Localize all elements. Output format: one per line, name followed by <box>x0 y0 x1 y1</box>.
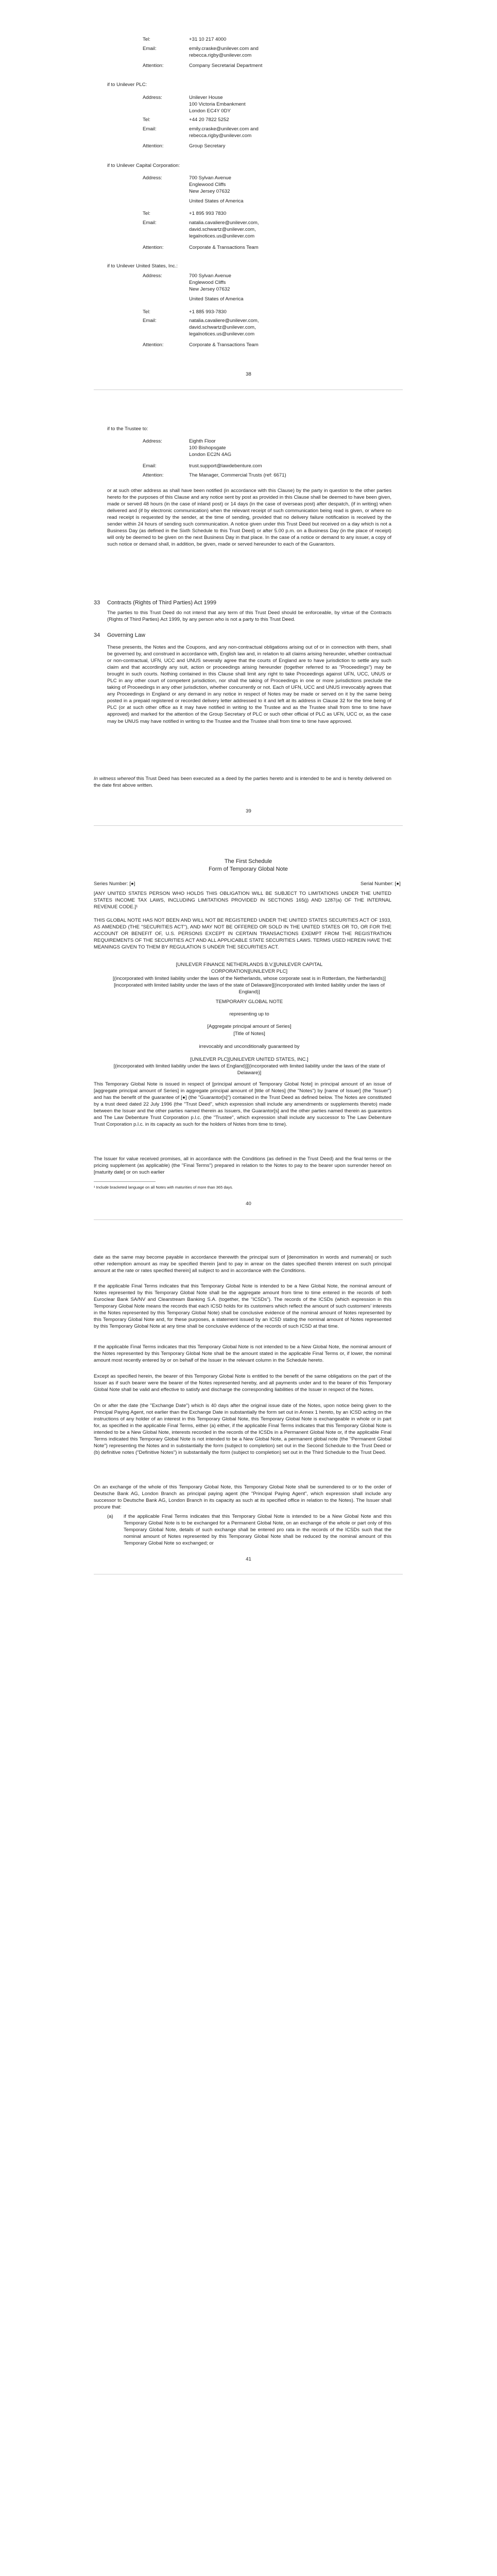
email-value: legalnotices.us@unilever.com <box>189 233 255 240</box>
series-number: Series Number: [●] <box>94 881 135 887</box>
tel-label: Tel: <box>143 211 150 216</box>
guarantee-text: irrevocably and unconditionally guaranteed by <box>199 1044 300 1049</box>
address-label: Address: <box>143 95 162 100</box>
representing-text: representing up to <box>229 1011 269 1017</box>
page-number: 39 <box>246 808 251 814</box>
legend-paragraph: [ANY UNITED STATES PERSON WHO HOLDS THIS OBLIGATION WILL BE SUBJECT TO LIMITATIONS UNDER THE UNITED STATES INCOME TAX LAWS, INCLUDING LIMITATIONS PROVIDED IN SECTIONS 165(j) AND 1287(a) OF THE INTERNAL REVENUE CODE.]¹ <box>94 891 391 910</box>
page-38 <box>0 0 497 703</box>
page-number: 41 <box>246 1556 251 1562</box>
email-label: Email: <box>143 220 157 226</box>
email-value: legalnotices.us@unilever.com <box>189 331 255 337</box>
serial-number: Serial Number: [●] <box>361 881 401 887</box>
email-value: emily.craske@unilever.com and <box>189 46 259 52</box>
section-heading: Contracts (Rights of Third Parties) Act 1999 <box>107 600 216 606</box>
body-paragraph: This Temporary Global Note is issued in respect of [principal amount of Temporary Global Note] in principal amount of an issue of [aggregate principal amount of Series] in aggregate principal amount of [title of Notes] (the "Notes") by [name of Issuer] (the "Issuer") and has the benefit of the guarantee of [●] (the "Guarantor[s]") contained in the Trust Deed as defined below. The Notes are constituted by a trust deed dated 22 July 1996 (the "Trust Deed", which expression shall include any amendments or supplements thereto) made between the Issuer and the other parties named therein as Issuers, the Guarantor[s] and the other parties named therein as guarantors and The Law Debenture Trust Corporation p.l.c. (the "Trustee", which expression shall include any successor to The Law Debenture Trust Corporation p.l.c. in its capacity as such for the holders of Notes from time to time). <box>94 1081 391 1128</box>
footnote-rule <box>94 1181 156 1182</box>
address-line: 700 Sylvan Avenue <box>189 175 231 181</box>
body-paragraph: date as the same may become payable in accordance therewith the principal sum of [denomination in words and numerals] or such other redemption amount as may be specified therein [and to pay in arrear on the dates specified therein interest on such principal amount at the rate or rates specified therein] all subject to and in accordance with the Conditions. <box>94 1255 391 1274</box>
body-paragraph: On an exchange of the whole of this Temporary Global Note, this Temporary Global Note shall be surrendered to or to the order of Deutsche Bank AG, London Branch as principal paying agent (the "Principal Paying Agent", which expression shall include any successor to Deutsche Bank AG, London Branch in its capacity as such at its specified office in relation to the Notes). The Issuer shall procure that: <box>94 1484 391 1511</box>
guarantor-incorporation: [(incorporated with limited liability under the laws of England)][(incorporated with limited liability under the laws of the state of Delaware)] <box>113 1063 385 1076</box>
section-paragraph: These presents, the Notes and the Coupons, and any non-contractual obligations arising out of or in connection with them, shall be governed by, and construed in accordance with, English law and, in relation to all claims arising hereunder, whether contractual or non-contractual, UFN, UCC and UNUS severally agree that the courts of England are to have jurisdiction to settle any such claim and that accordingly any suit, action or proceedings arising hereunder (together referred to as "Proceedings") may be brought in such courts. Nothing contained in this Clause shall limit any right to take Proceedings against UFN, UCC, UNUS or PLC in any other court of competent jurisdiction, nor shall the taking of Proceedings in one or more jurisdictions preclude the taking of Proceedings in any other jurisdiction, whether concurrently or not. Each of UFN, UCC and UNUS irrevocably agrees that any Proceedings in England or any demand in any notice in respect of Notes may be made or served on it by the same being posted in a prepaid registered or recorded delivery letter addressed to it and left at its address in Clause 32 for the time being of PLC (or at such other office as it may have notified in writing to the Trustee and as the Trustee shall from time to time have approved) and marked for the attention of the Group Secretary of PLC or such other official of PLC as UFN, UCC or, as the case may be UNUS may have notified in writing to the Trustee and the Trustee shall from time to time have approved. <box>107 645 391 724</box>
notes-title: [Title of Notes] <box>233 1031 265 1037</box>
attention-label: Attention: <box>143 143 164 149</box>
body-paragraph: Except as specified herein, the bearer of this Temporary Global Note is entitled to the benefit of the same obligations on the part of the Issuer as if such bearer were the bearer of the Notes represented hereby, and all payments under and to the bearer of this Temporary Global Note shall be valid and effective to satisfy and discharge the corresponding liabilities of the Issuer in respect of the Notes. <box>94 1374 391 1393</box>
footnote: ¹ Include bracketed language on all Notes with maturities of more than 365 days. <box>94 1185 233 1190</box>
body-paragraph: If the applicable Final Terms indicates that this Temporary Global Note is intended to be a New Global Note, the nominal amount of Notes represented by this Temporary Global Note shall be the aggregate amount from time to time entered in the records of both Euroclear Bank SA/NV and Clearstream Banking S.A. (together, the "ICSDs"). The records of the ICSDs (which expression in this Temporary Global Note means the records that each ICSD holds for its customers which reflect the amount of such customers' interests in the Notes represented by this Temporary Global Note) shall be conclusive evidence of the nominal amount of Notes represented by this Temporary Global Note and, for these purposes, a statement issued by an ICSD stating the nominal amount of Notes represented by this Temporary Global Note at any time shall be conclusive evidence of the records of such ICSD at that time. <box>94 1283 391 1330</box>
address-line: New Jersey 07632 <box>189 286 230 293</box>
schedule-subtitle: Form of Temporary Global Note <box>209 866 288 872</box>
address-line: 700 Sylvan Avenue <box>189 273 231 279</box>
address-line: Unilever House <box>189 95 223 100</box>
email-value: natalia.cavaliere@unilever.com, <box>189 220 259 226</box>
list-item: if the applicable Final Terms indicates that this Temporary Global Note is intended to be a New Global Note and this Temporary Global Note is to be exchanged for a Permanent Global Note, on an exchange of the whole or part only of this Temporary Global Note, details of such exchange shall be entered pro rata in the records of the ICSDs such that the nominal amount of Notes represented by this Temporary Global Note shall be reduced by the nominal amount of this Temporary Global Note so exchanged; or <box>124 1514 391 1547</box>
party-heading: if to Unilever United States, Inc.: <box>107 263 178 269</box>
attention-value: The Manager, Commercial Trusts (ref: 6671) <box>189 472 286 478</box>
page-number: 40 <box>246 1201 251 1207</box>
attention-label: Attention: <box>143 63 164 69</box>
tel-label: Tel: <box>143 117 150 123</box>
body-paragraph: On or after the date (the "Exchange Date") which is 40 days after the original issue date of the Notes, upon notice being given to the Principal Paying Agent, not earlier than the Exchange Date in substantially the form set out in Annex 1 hereto, by an ICSD acting on the instructions of any holder of an interest in this Temporary Global Note, this Temporary Global Note is exchangeable in whole or in part for, as specified in the applicable Final Terms, either (a) either, if the applicable Final Terms indicates that this Temporary Global Note is intended to be a New Global Note, interests recorded in the records of the ICSDs in a Permanent Global Note or, if the applicable Final Terms indicated this Temporary Global Note is not intended to be a New Global Note, a permanent global note (the "Permanent Global Note") representing the Notes and in substantially the form (subject to completion) set out in the Second Schedule to the Trust Deed or (b) definitive notes ("Definitive Notes") in substantially the form (subject to completion) set out in the Third Schedule to the Trust Deed. <box>94 1403 391 1456</box>
email-label: Email: <box>143 463 157 469</box>
section-number: 34 <box>94 632 100 638</box>
address-line: London EC2N 4AG <box>189 452 232 458</box>
address-line: Englewood Cliffs <box>189 280 226 286</box>
party-heading: if to Unilever Capital Corporation: <box>107 163 180 168</box>
address-line: London EC4Y 0DY <box>189 108 231 114</box>
issuer-name: [UNILEVER FINANCE NETHERLANDS B.V.][UNILEVER CAPITAL <box>176 962 323 968</box>
address-label: Address: <box>143 438 162 444</box>
section-heading: Governing Law <box>107 632 145 638</box>
notice-paragraph: or at such other address as shall have been notified (in accordance with this Clause) by the party in question to the other parties hereto for the purposes of this Clause and any notice sent by post as provided in this Clause shall be deemed to have been given, made or served 48 hours (in the case of inland post) or 14 days (in the case of overseas post) after despatch, (if in writing) when delivered and (if by electronic communication) when the relevant receipt of such communication being read is given, or where no read receipt is requested by the sender, at the time of sending, provided that no delivery failure notification is received by the sender within 24 hours of sending such communication. A notice given under this Trust Deed but received on a day which is not a Business Day (as defined in the Sixth Schedule to this Trust Deed) or after 5.00 p.m. on a Business Day (in the place of receipt) will only be deemed to be given on the next Business Day in that place. In the case of a notice or demand to any issuer, a copy of such notice or demand shall, in addition, be given, made or served hereunder to each of the Guarantors. <box>107 488 391 548</box>
witness-lead: In witness whereof <box>94 776 135 782</box>
tel-value: +31 10 217 4000 <box>189 37 227 42</box>
tel-label: Tel: <box>143 37 150 42</box>
attention-label: Attention: <box>143 245 164 250</box>
attention-label: Attention: <box>143 472 164 478</box>
email-label: Email: <box>143 46 157 52</box>
address-line: Englewood Cliffs <box>189 182 226 188</box>
party-heading: if to Unilever PLC: <box>107 82 147 88</box>
tel-label: Tel: <box>143 309 150 315</box>
address-line: 100 Bishopsgate <box>189 445 226 451</box>
page-number: 38 <box>246 371 251 377</box>
address-line: Eighth Floor <box>189 438 216 444</box>
section-paragraph: The parties to this Trust Deed do not intend that any term of this Trust Deed should be enforceable, by virtue of the Contracts (Rights of Third Parties) Act 1999, by any person who is not a party to this Trust Deed. <box>107 610 391 623</box>
witness-paragraph <box>94 775 391 789</box>
page-divider <box>94 389 403 390</box>
attention-value: Group Secretary <box>189 143 226 149</box>
issuer-incorporation: [(incorporated with limited liability under the laws of the Netherlands, whose corporate seat is in Rotterdam, the Netherlands)][incorporated with limited liability under the laws of the state of Delaware][(incorporated with limited liability under the laws of England)] <box>112 976 386 995</box>
body-paragraph: The Issuer for value received promises, all in accordance with the Conditions (as defined in the Trust Deed) and the final terms or the pricing supplement (as applicable) (the "Final Terms") prepared in relation to the Notes to pay to the bearer upon surrender hereof on [maturity date] or on such earlier <box>94 1156 391 1176</box>
address-line: United States of America <box>189 296 244 302</box>
address-line: 100 Victoria Embankment <box>189 101 246 108</box>
attention-value: Company Secretarial Department <box>189 63 263 69</box>
legend-paragraph: THIS GLOBAL NOTE HAS NOT BEEN AND WILL NOT BE REGISTERED UNDER THE UNITED STATES SECURITIES ACT OF 1933, AS AMENDED (THE "SECURITIES ACT"), AND MAY NOT BE OFFERED OR SOLD IN THE UNITED STATES OR TO, OR FOR THE ACCOUNT OR BENEFIT OF, U.S. PERSONS EXCEPT IN CERTAIN TRANSACTIONS EXEMPT FROM THE REGISTRATION REQUIREMENTS OF THE SECURITIES ACT AND ALL APPLICABLE STATE SECURITIES LAWS. TERMS USED HEREIN HAVE THE MEANINGS GIVEN TO THEM BY REGULATION S UNDER THE SECURITIES ACT. <box>94 918 391 951</box>
email-value: rebecca.rigby@unilever.com <box>189 53 252 59</box>
email-label: Email: <box>143 318 157 324</box>
aggregate-amount: [Aggregate principal amount of Series] <box>207 1024 292 1029</box>
address-label: Address: <box>143 273 162 279</box>
issuer-name: CORPORATION][UNILEVER PLC] <box>211 969 288 974</box>
note-type: TEMPORARY GLOBAL NOTE <box>215 999 283 1005</box>
email-label: Email: <box>143 126 157 132</box>
guarantor-name: [UNILEVER PLC][UNILEVER UNITED STATES, INC.] <box>190 1057 309 1062</box>
witness-text: this Trust Deed has been executed as a deed by the parties hereto and is intended to be and is hereby delivered on the date first above written. <box>94 776 392 789</box>
tel-value: +1 885 993-7830 <box>189 309 227 315</box>
schedule-title: The First Schedule <box>224 858 272 865</box>
tel-value: +44 20 7822 5252 <box>189 117 229 123</box>
page-divider <box>94 1219 403 1220</box>
tel-value: +1 895 993 7830 <box>189 211 227 216</box>
body-paragraph: If the applicable Final Terms indicates that this Temporary Global Note is not intended to be a New Global Note, the nominal amount of the Notes represented by this Temporary Global Note shall be the amount stated in the applicable Final Terms or, if lower, the nominal amount most recently entered by or on behalf of the Issuer in the relevant column in the Schedule hereto. <box>94 1344 391 1364</box>
attention-value: Corporate & Transactions Team <box>189 245 259 250</box>
email-value: rebecca.rigby@unilever.com <box>189 133 252 139</box>
email-value: trust.support@lawdebenture.com <box>189 463 262 469</box>
party-heading: if to the Trustee to: <box>107 426 148 432</box>
email-value: david.schwartz@unilever.com, <box>189 325 256 331</box>
email-value: emily.craske@unilever.com and <box>189 126 259 132</box>
attention-value: Corporate & Transactions Team <box>189 342 259 348</box>
list-marker: (a) <box>107 1514 113 1519</box>
address-line: United States of America <box>189 198 244 205</box>
email-value: natalia.cavaliere@unilever.com, <box>189 318 259 324</box>
email-value: david.schwartz@unilever.com, <box>189 227 256 233</box>
section-number: 33 <box>94 600 100 606</box>
address-label: Address: <box>143 175 162 181</box>
page-divider <box>94 825 403 826</box>
address-line: New Jersey 07632 <box>189 189 230 195</box>
attention-label: Attention: <box>143 342 164 348</box>
